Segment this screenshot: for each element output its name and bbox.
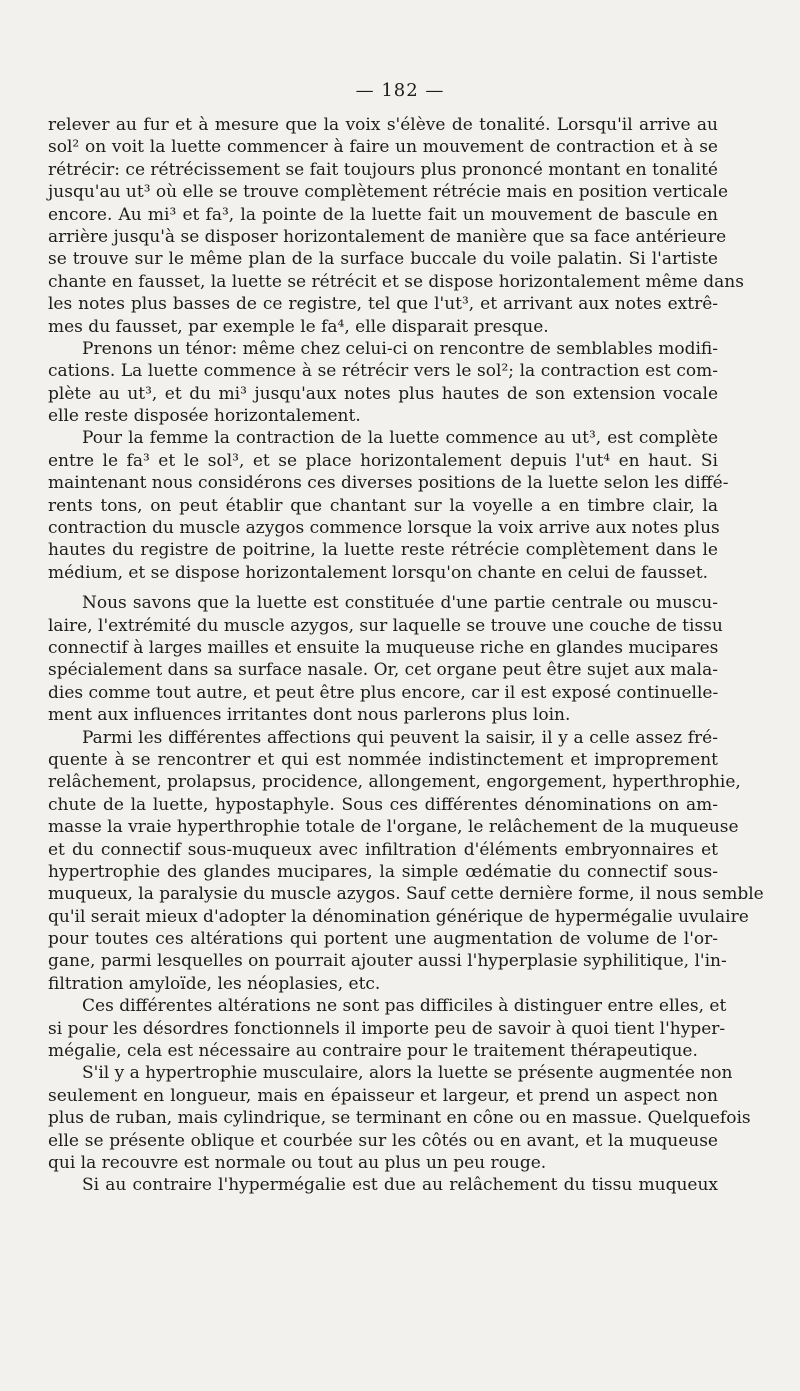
text-line: médium, et se dispose horizontalement lorsqu'on chante en celui de fausset. bbox=[48, 562, 709, 583]
text-line: rents tons, on peut établir que chantant sur la voyelle a en timbre clair, la bbox=[48, 495, 718, 516]
page-number: — 182 — bbox=[355, 80, 445, 101]
text-line: connectif à larges mailles et ensuite la muqueuse riche en glandes mucipares bbox=[48, 637, 719, 658]
text-line: encore. Au mi³ et fa³, la pointe de la luette fait un mouvement de bascule en bbox=[48, 204, 718, 225]
text-line: si pour les désordres fonctionnels il importe peu de savoir à quoi tient l'hyper- bbox=[48, 1018, 726, 1039]
text-line: Nous savons que la luette est constituée d'une partie centrale ou muscu- bbox=[82, 593, 718, 614]
text-line: pour toutes ces altérations qui portent une augmentation de volume de l'or- bbox=[48, 929, 718, 950]
text-line: qu'il serait mieux d'adopter la dénomination générique de hypermégalie uvulaire bbox=[48, 906, 749, 927]
text-line: elle reste disposée horizontalement. bbox=[48, 406, 361, 427]
text-line: Si au contraire l'hypermégalie est due au relâchement du tissu muqueux bbox=[82, 1175, 718, 1196]
text-line: Ces différentes altérations ne sont pas difficiles à distinguer entre elles, et bbox=[82, 996, 727, 1017]
text-line: dies comme tout autre, et peut être plus encore, car il est exposé continuelle- bbox=[48, 682, 719, 703]
text-line: plète au ut³, et du mi³ jusqu'aux notes plus hautes de son extension vocale bbox=[48, 383, 718, 404]
text-line: maintenant nous considérons ces diverses positions de la luette selon les diffé- bbox=[48, 473, 729, 494]
text-line: se trouve sur le même plan de la surface buccale du voile palatin. Si l'artiste bbox=[48, 249, 718, 270]
text-line: mes du fausset, par exemple le fa⁴, elle disparait presque. bbox=[48, 316, 549, 337]
text-line: muqueux, la paralysie du muscle azygos. Sauf cette dernière forme, il nous semble bbox=[48, 884, 764, 905]
text-line: contraction du muscle azygos commence lorsque la voix arrive aux notes plus bbox=[48, 518, 720, 539]
text-line: sol² on voit la luette commencer à faire un mouvement de contraction et à se bbox=[48, 137, 718, 158]
text-line: et du connectif sous-muqueux avec infiltration d'éléments embryonnaires et bbox=[48, 839, 718, 860]
text-line: rétrécir: ce rétrécissement se fait toujours plus prononcé montant en tonalité bbox=[48, 159, 718, 180]
paragraph-gap bbox=[48, 584, 718, 592]
text-line: laire, l'extrémité du muscle azygos, sur laquelle se trouve une couche de tissu bbox=[48, 615, 723, 636]
text-line: filtration amyloïde, les néoplasies, etc. bbox=[48, 973, 381, 994]
text-line: jusqu'au ut³ où elle se trouve complètement rétrécie mais en position verticale bbox=[48, 182, 729, 203]
text-line: arrière jusqu'à se disposer horizontalement de manière que sa face antérieure bbox=[48, 226, 727, 247]
text-line: relâchement, prolapsus, procidence, allongement, engorgement, hyperthrophie, bbox=[48, 772, 741, 793]
text-line: qui la recouvre est normale ou tout au plus un peu rouge. bbox=[48, 1152, 547, 1173]
text-line: Pour la femme la contraction de la luette commence au ut³, est complète bbox=[82, 428, 718, 449]
text-line: entre le fa³ et le sol³, et se place horizontalement depuis l'ut⁴ en haut. Si bbox=[48, 450, 718, 471]
text-line: seulement en longueur, mais en épaisseur et largeur, et prend un aspect non bbox=[48, 1085, 718, 1106]
text-line: spécialement dans sa surface nasale. Or, cet organe peut être sujet aux mala- bbox=[48, 660, 718, 681]
text-line: relever au fur et à mesure que la voix s'élève de tonalité. Lorsqu'il arrive au bbox=[48, 115, 718, 135]
text-line: gane, parmi lesquelles on pourrait ajouter aussi l'hyperplasie syphilitique, l'in- bbox=[48, 951, 727, 972]
body-text bbox=[48, 114, 764, 1197]
text-line: mégalie, cela est nécessaire au contraire pour le traitement thérapeutique. bbox=[48, 1041, 698, 1062]
text-line: plus de ruban, mais cylindrique, se terminant en cône ou en massue. Quelquefois bbox=[48, 1108, 751, 1129]
text-line: masse la vraie hyperthrophie totale de l'organe, le relâchement de la muqueuse bbox=[48, 817, 739, 838]
text-line: quente à se rencontrer et qui est nommée indistinctement et improprement bbox=[48, 749, 718, 770]
text-line: cations. La luette commence à se rétrécir vers le sol²; la contraction est com- bbox=[48, 361, 718, 382]
text-line: hautes du registre de poitrine, la luette reste rétrécie complètement dans le bbox=[48, 540, 718, 561]
text-line: Prenons un ténor: même chez celui-ci on rencontre de semblables modifi- bbox=[82, 338, 718, 359]
text-line: hypertrophie des glandes mucipares, la simple œdématie du connectif sous- bbox=[48, 861, 718, 882]
text-line: chute de la luette, hypostaphyle. Sous ces différentes dénominations on am- bbox=[48, 794, 718, 815]
text-line: Parmi les différentes affections qui peuvent la saisir, il y a celle assez fré- bbox=[82, 727, 718, 748]
text-line: elle se présente oblique et courbée sur les côtés ou en avant, et la muqueuse bbox=[48, 1130, 718, 1151]
text-line: S'il y a hypertrophie musculaire, alors la luette se présente augmentée non bbox=[82, 1063, 733, 1084]
text-line: ment aux influences irritantes dont nous parlerons plus loin. bbox=[48, 705, 571, 726]
text-line: les notes plus basses de ce registre, tel que l'ut³, et arrivant aux notes extrê- bbox=[48, 294, 718, 315]
text-line: chante en fausset, la luette se rétrécit et se dispose horizontalement même dans bbox=[48, 271, 744, 292]
